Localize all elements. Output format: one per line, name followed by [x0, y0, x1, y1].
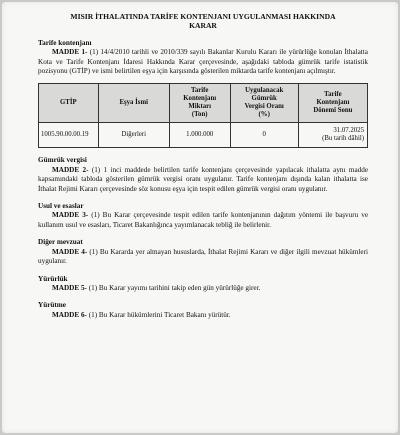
article-6-label: MADDE 6- [52, 310, 87, 319]
tariff-table [38, 83, 368, 148]
article-2-text: (1) 1 inci maddede belirtilen tarife kontenjanı çerçevesinde yapılacak ithalatta aynı madde kapsamındaki tabloda gösterilen gümrük vergisi oranı uygulanır. Tarife kontenjanı dışında kalan ithalatta ise İthalat Rejimi Kararı çerçevesinde söz konusu eşya için tespit edilen gümrük vergisi oranı uygulanır. [38, 165, 369, 193]
article-1 [38, 48, 368, 76]
article-3-label: MADDE 3- [52, 211, 89, 220]
cell-period-end [298, 123, 367, 148]
section-heading-yururluk: Yürürlük [38, 274, 68, 283]
section-heading-tarife: Tarife kontenjanı [38, 38, 92, 47]
col-name: Eşya İsmi [98, 84, 169, 123]
title-line-2: KARAR [189, 21, 217, 31]
cell-name: Diğerleri [98, 123, 169, 148]
period-end-date: 31.07.2025 [333, 127, 364, 135]
title-line-1: MISIR İTHALATINDA TARİFE KONTENJANI UYGULANMASI HAKKINDA [70, 12, 336, 21]
document-page [2, 2, 398, 433]
table-row [39, 123, 368, 148]
section-heading-gumruk: Gümrük vergisi [38, 156, 87, 165]
cell-rate: 0 [230, 123, 298, 148]
article-3-text: (1) Bu Karar çerçevesinde tespit edilen tarife kontenjanının dağıtım yöntemi ile başvuru ve kullanım usul ve esasları, Ticaret Bakanlığınca yayımlanacak tebliğ ile belirlenir. [38, 211, 369, 229]
col-rate: Uygulanacak Gümrük Vergisi Oranı (%) [230, 84, 298, 123]
cell-gtip: 1005.90.00.00.19 [39, 123, 99, 148]
article-5-text: (1) Bu Karar yayımı tarihini takip eden gün yürürlüğe girer. [86, 283, 261, 292]
article-4-text: (1) Bu Kararda yer almayan hususlarda, İthalat Rejimi Kararı ve diğer ilgili mevzuat hükümleri uygulanır. [38, 247, 368, 266]
article-4 [38, 248, 368, 267]
article-6-text: (1) Bu Karar hükümlerini Ticaret Bakanı yürütür. [86, 310, 231, 319]
document-content [38, 12, 368, 320]
article-2-label: MADDE 2- [52, 165, 89, 174]
article-5-label: MADDE 5- [52, 283, 87, 292]
section-heading-diger: Diğer mevzuat [38, 238, 83, 247]
section-heading-yurutme: Yürütme [38, 301, 66, 310]
period-end-note: (Bu tarih dâhil) [322, 135, 364, 143]
col-quota: Tarife Kontenjanı Miktarı (Ton) [169, 84, 230, 123]
cell-quota: 1.000.000 [169, 123, 230, 148]
article-3 [38, 211, 368, 230]
document-title [38, 12, 368, 31]
article-4-label: MADDE 4- [52, 247, 88, 256]
section-heading-usul: Usul ve esaslar [38, 202, 84, 211]
article-2 [38, 166, 368, 194]
article-1-text: (1) 14/4/2010 tarihli ve 2010/339 sayılı Bakanlar Kurulu Kararı ile yürürlüğe konulan İthalatta Kota ve Tarife Kontenjanı İdaresi Hakkında Karar çerçevesinde, aşağıdaki tabloda gümrük tarife istatistik pozisyonu (GTİP) ve ismi belirtilen eşya için karşısında gösterilen miktarda tarife kontenjanı açılmıştır. [38, 48, 368, 76]
tariff-table-header [39, 84, 368, 123]
article-6 [38, 311, 368, 320]
col-period-end: Tarife Kontenjanı Dönemi Sonu [298, 84, 367, 123]
article-5 [38, 284, 368, 293]
col-gtip: GTİP [39, 84, 99, 123]
article-1-label: MADDE 1- [52, 48, 88, 57]
